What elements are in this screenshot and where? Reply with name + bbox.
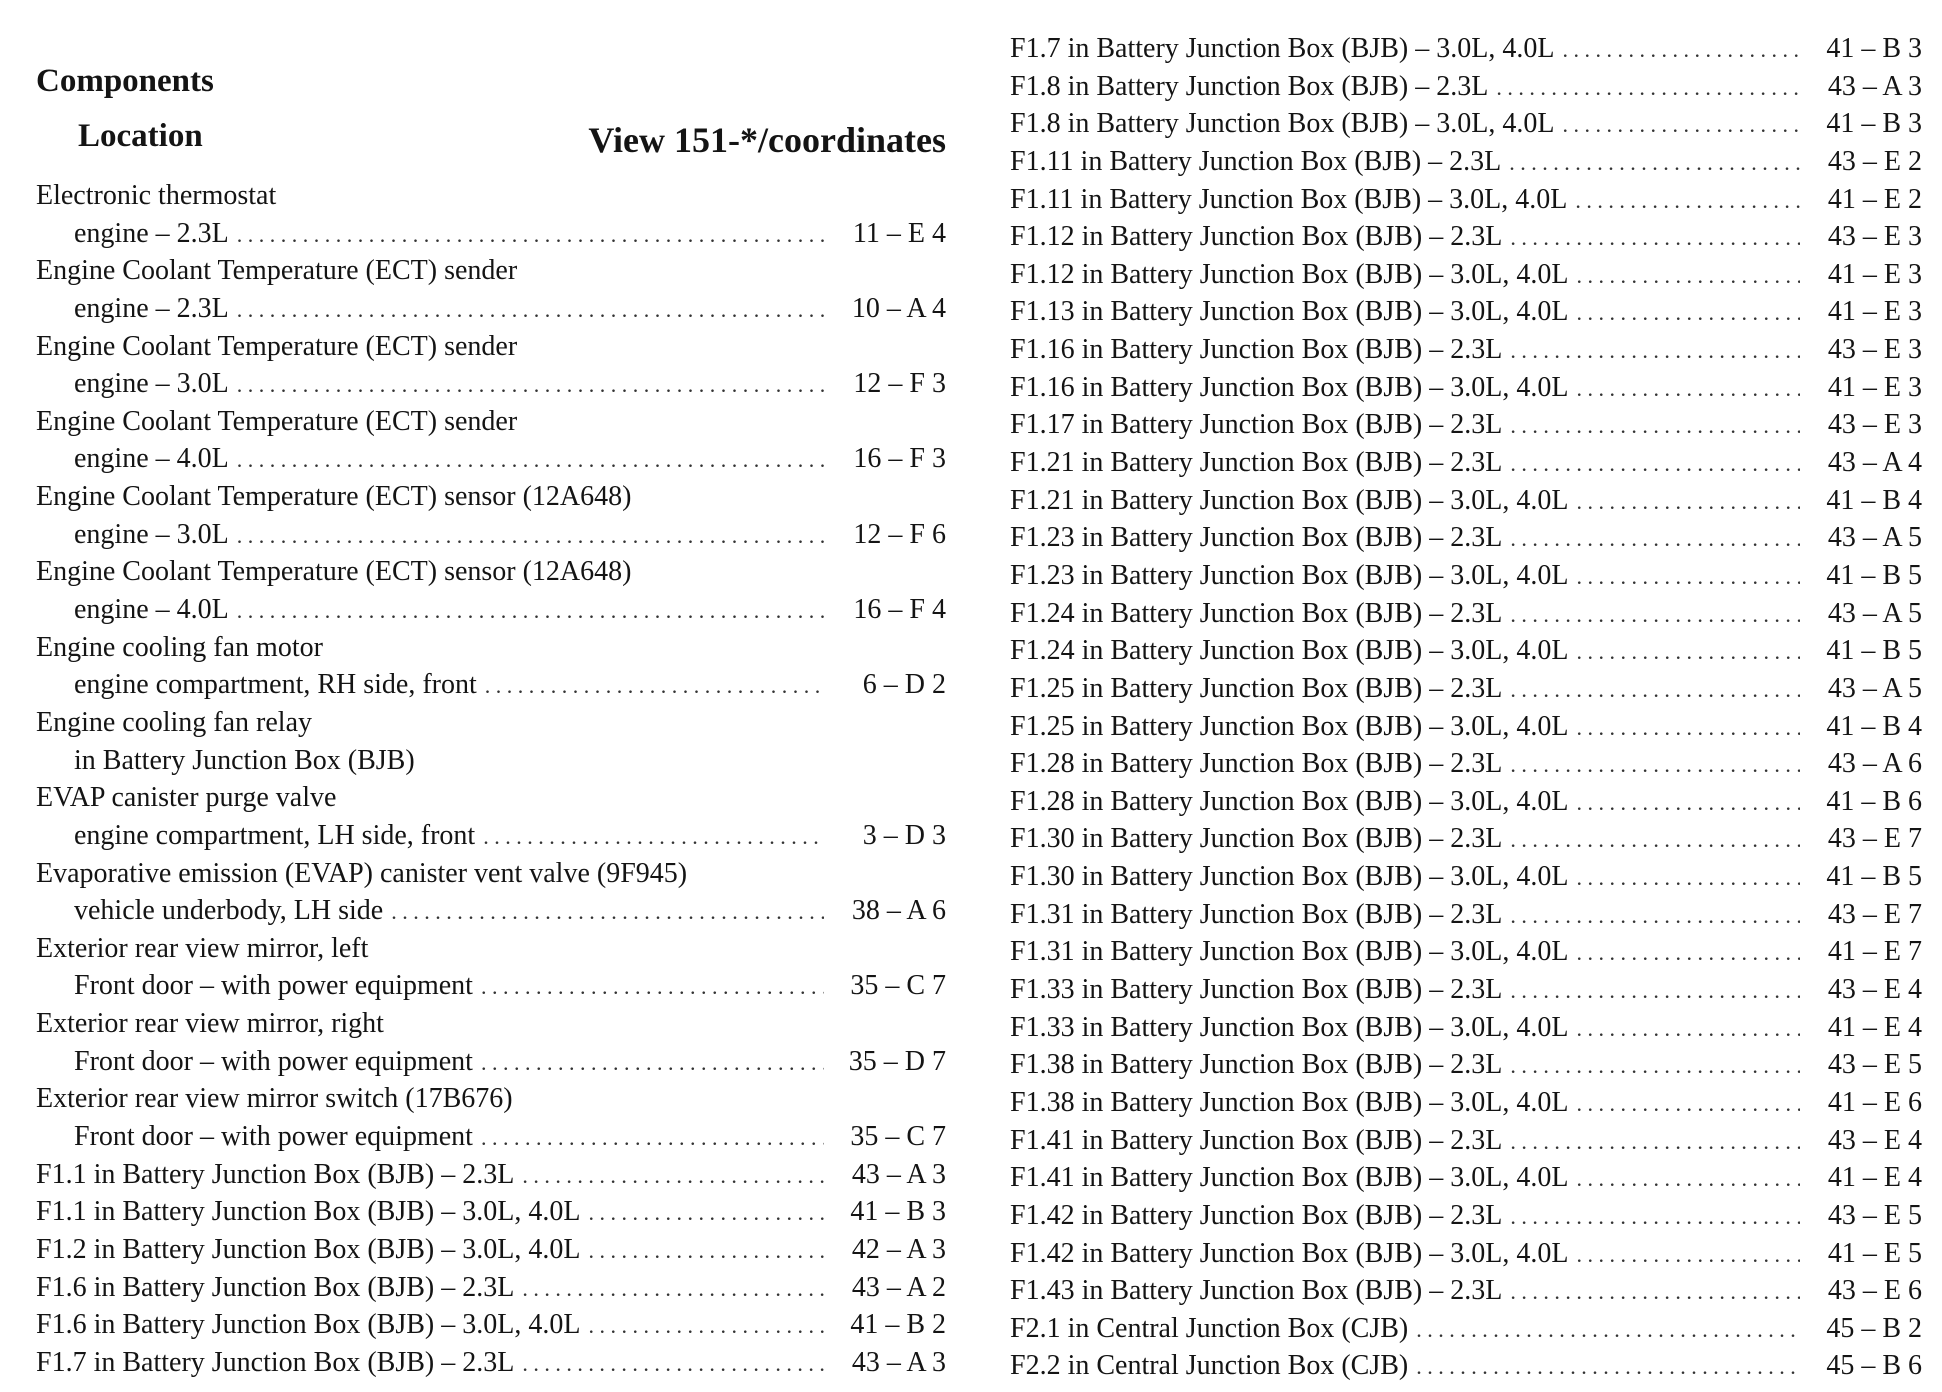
view-coordinate: 41 – E 3	[1827, 296, 1922, 328]
view-coordinate: 43 – A 5	[1827, 597, 1922, 629]
component-location-row	[36, 215, 946, 253]
view-coordinate: 41 – B 3	[1826, 33, 1922, 64]
view-coordinate: 43 – E 4	[1827, 1124, 1922, 1156]
dot-leader	[588, 1306, 824, 1345]
component-text: F1.28 in Battery Junction Box (BJB) – 3.0L, 4.0L	[1010, 785, 1569, 817]
dot-leader	[1576, 482, 1800, 521]
component-text: F1.21 in Battery Junction Box (BJB) – 2.3L	[1010, 447, 1503, 479]
dot-leader	[1576, 1009, 1800, 1048]
component-row	[1010, 218, 1922, 256]
component-text: vehicle underbody, LH side	[74, 895, 384, 927]
component-row	[36, 1306, 946, 1344]
view-coordinate: 10 – A 4	[851, 292, 946, 324]
dot-leader	[1576, 369, 1800, 408]
component-text: engine – 2.3L	[74, 292, 229, 324]
view-coordinate: 42 – A 3	[851, 1233, 946, 1265]
view-coordinate: 41 – B 5	[1826, 559, 1922, 591]
component-text: engine compartment, LH side, front	[74, 819, 476, 851]
component-text: engine compartment, RH side, front	[74, 669, 477, 701]
component-row	[1010, 1272, 1922, 1310]
view-coordinate: 35 – D 7	[848, 1045, 946, 1077]
component-row	[1010, 1009, 1922, 1047]
component-row	[36, 553, 946, 591]
dot-leader	[1510, 218, 1800, 257]
view-coordinate: 11 – E 4	[852, 217, 946, 249]
dot-leader	[1510, 444, 1800, 483]
dot-leader	[522, 1156, 824, 1195]
component-text: F1.38 in Battery Junction Box (BJB) – 2.3L	[1010, 1049, 1503, 1081]
view-coordinate: 43 – A 4	[1827, 447, 1922, 479]
dot-leader	[1510, 519, 1800, 558]
dot-leader	[483, 817, 824, 856]
component-text: F1.42 in Battery Junction Box (BJB) – 2.3L	[1010, 1199, 1503, 1231]
dot-leader	[485, 666, 824, 705]
dot-leader	[1575, 181, 1800, 220]
view-coordinate: 41 – B 4	[1826, 484, 1922, 516]
component-row	[1010, 933, 1922, 971]
view-coordinate: 35 – C 7	[850, 1121, 946, 1153]
component-text: F1.42 in Battery Junction Box (BJB) – 3.0L, 4.0L	[1010, 1237, 1569, 1269]
component-text: engine – 2.3L	[74, 217, 229, 249]
view-coordinate: 43 – E 3	[1827, 334, 1922, 366]
view-coordinate: 41 – E 6	[1827, 1086, 1922, 1118]
component-row	[1010, 670, 1922, 708]
component-row	[1010, 557, 1922, 595]
view-coordinate: 12 – F 3	[853, 368, 946, 400]
view-coordinate: 43 – E 3	[1827, 221, 1922, 253]
component-text: Front door – with power equipment	[74, 1045, 473, 1077]
component-row	[36, 779, 946, 817]
component-row	[1010, 105, 1922, 143]
component-text: F1.2 in Battery Junction Box (BJB) – 3.0L, 4.0L	[36, 1233, 581, 1265]
component-row	[36, 478, 946, 516]
component-row	[36, 704, 946, 742]
component-text: F1.13 in Battery Junction Box (BJB) – 3.0L, 4.0L	[1010, 296, 1569, 328]
view-coordinate: 41 – B 2	[850, 1309, 946, 1341]
component-row	[1010, 971, 1922, 1009]
component-text: F1.24 in Battery Junction Box (BJB) – 2.3L	[1010, 597, 1503, 629]
component-text: engine – 3.0L	[74, 368, 229, 400]
view-coordinate: 41 – E 4	[1827, 1162, 1922, 1194]
component-text: F1.11 in Battery Junction Box (BJB) – 2.3L	[1010, 145, 1502, 177]
component-row	[1010, 1046, 1922, 1084]
component-location-row	[36, 290, 946, 328]
view-coordinate: 43 – E 5	[1827, 1049, 1922, 1081]
dot-leader	[1510, 670, 1800, 709]
component-row	[36, 177, 946, 215]
component-location-row	[36, 967, 946, 1005]
dot-leader	[1510, 820, 1800, 859]
component-row	[1010, 30, 1922, 68]
view-coordinate: 41 – B 5	[1826, 635, 1922, 667]
component-row	[1010, 256, 1922, 294]
dot-leader	[1576, 783, 1800, 822]
dot-leader	[1510, 1272, 1800, 1311]
dot-leader	[1510, 1197, 1800, 1236]
component-row	[1010, 632, 1922, 670]
component-text: Engine Coolant Temperature (ECT) sensor (12A648)	[36, 556, 632, 588]
view-coordinate: 43 – E 7	[1827, 898, 1922, 930]
view-coordinates-column-header: View 151-*/coordinates	[588, 120, 946, 160]
component-location-row	[36, 742, 946, 780]
component-text: F1.38 in Battery Junction Box (BJB) – 3.0L, 4.0L	[1010, 1086, 1569, 1118]
component-text: F2.1 in Central Junction Box (CJB)	[1010, 1312, 1409, 1344]
component-text: F1.41 in Battery Junction Box (BJB) – 3.0L, 4.0L	[1010, 1162, 1569, 1194]
component-location-row	[36, 440, 946, 478]
dot-leader	[1510, 406, 1800, 445]
component-location-row	[36, 666, 946, 704]
dot-leader	[1576, 557, 1800, 596]
component-text: F1.8 in Battery Junction Box (BJB) – 3.0L, 4.0L	[1010, 108, 1555, 140]
component-text: EVAP canister purge valve	[36, 782, 337, 814]
component-row	[36, 1269, 946, 1307]
dot-leader	[237, 290, 824, 329]
component-text: F1.30 in Battery Junction Box (BJB) – 3.0L, 4.0L	[1010, 861, 1569, 893]
dot-leader	[522, 1344, 824, 1383]
view-coordinate: 41 – E 7	[1827, 936, 1922, 968]
component-row	[1010, 369, 1922, 407]
component-text: engine – 3.0L	[74, 518, 229, 550]
view-coordinate: 38 – A 6	[851, 895, 946, 927]
view-coordinate: 43 – E 7	[1827, 823, 1922, 855]
dot-leader	[1510, 1122, 1800, 1161]
dot-leader	[481, 1118, 824, 1157]
component-row	[36, 930, 946, 968]
component-location-row	[36, 591, 946, 629]
component-location-row	[36, 516, 946, 554]
dot-leader	[1510, 745, 1800, 784]
component-row	[1010, 1159, 1922, 1197]
dot-leader	[1576, 933, 1800, 972]
view-coordinate: 41 – B 4	[1826, 710, 1922, 742]
component-text: Engine Coolant Temperature (ECT) sensor (12A648)	[36, 481, 632, 513]
component-row	[1010, 1347, 1922, 1385]
component-text: F1.24 in Battery Junction Box (BJB) – 3.0L, 4.0L	[1010, 635, 1569, 667]
dot-leader	[1496, 68, 1800, 107]
component-text: F1.7 in Battery Junction Box (BJB) – 2.3L	[36, 1346, 515, 1378]
component-row	[36, 1231, 946, 1269]
component-text: F1.43 in Battery Junction Box (BJB) – 2.3L	[1010, 1275, 1503, 1307]
dot-leader	[1510, 1046, 1800, 1085]
component-row	[1010, 820, 1922, 858]
component-location-row	[36, 1043, 946, 1081]
component-text: F1.16 in Battery Junction Box (BJB) – 3.0L, 4.0L	[1010, 371, 1569, 403]
dot-leader	[1576, 1235, 1800, 1274]
component-text: F1.12 in Battery Junction Box (BJB) – 2.3L	[1010, 221, 1503, 253]
component-text: engine – 4.0L	[74, 443, 229, 475]
view-coordinate: 43 – E 5	[1827, 1199, 1922, 1231]
component-row	[36, 1344, 946, 1382]
view-coordinate: 43 – A 2	[851, 1271, 946, 1303]
view-coordinate: 43 – E 4	[1827, 974, 1922, 1006]
component-text: F1.31 in Battery Junction Box (BJB) – 3.0L, 4.0L	[1010, 936, 1569, 968]
view-coordinate: 45 – B 6	[1826, 1350, 1922, 1382]
component-text: in Battery Junction Box (BJB)	[74, 744, 415, 776]
component-text: Front door – with power equipment	[74, 1121, 473, 1153]
component-text: F1.25 in Battery Junction Box (BJB) – 3.0L, 4.0L	[1010, 710, 1569, 742]
component-text: F1.8 in Battery Junction Box (BJB) – 2.3L	[1010, 70, 1489, 102]
view-coordinate: 43 – A 5	[1827, 522, 1922, 554]
dot-leader	[1576, 708, 1800, 747]
component-location-row	[36, 892, 946, 930]
view-coordinate: 35 – C 7	[850, 970, 946, 1002]
view-coordinate: 43 – A 6	[1827, 748, 1922, 780]
dot-leader	[522, 1269, 824, 1308]
component-text: engine – 4.0L	[74, 594, 229, 626]
component-text: F1.6 in Battery Junction Box (BJB) – 3.0L, 4.0L	[36, 1309, 581, 1341]
component-text: F1.31 in Battery Junction Box (BJB) – 2.3L	[1010, 898, 1503, 930]
component-row	[1010, 293, 1922, 331]
component-text: F1.11 in Battery Junction Box (BJB) – 3.0L, 4.0L	[1010, 183, 1568, 215]
component-text: F1.6 in Battery Junction Box (BJB) – 2.3L	[36, 1271, 515, 1303]
component-row	[1010, 896, 1922, 934]
component-text: F1.16 in Battery Junction Box (BJB) – 2.3L	[1010, 334, 1503, 366]
view-coordinate: 41 – E 3	[1827, 258, 1922, 290]
view-coordinate: 41 – B 6	[1826, 785, 1922, 817]
component-text: F1.1 in Battery Junction Box (BJB) – 3.0L, 4.0L	[36, 1196, 581, 1228]
component-text: F1.12 in Battery Junction Box (BJB) – 3.0L, 4.0L	[1010, 258, 1569, 290]
component-text: F1.17 in Battery Junction Box (BJB) – 2.3L	[1010, 409, 1503, 441]
right-component-list	[1010, 30, 1922, 1385]
dot-leader	[1510, 595, 1800, 634]
component-row	[1010, 1084, 1922, 1122]
component-row	[1010, 68, 1922, 106]
component-row	[1010, 331, 1922, 369]
dot-leader	[237, 215, 824, 254]
view-coordinate: 16 – F 3	[853, 443, 946, 475]
dot-leader	[1416, 1347, 1800, 1386]
component-text: F1.7 in Battery Junction Box (BJB) – 3.0L, 4.0L	[1010, 33, 1555, 64]
component-row	[1010, 519, 1922, 557]
component-text: Engine cooling fan motor	[36, 631, 323, 663]
component-text: Electronic thermostat	[36, 180, 277, 211]
component-row	[36, 1193, 946, 1231]
component-text: Evaporative emission (EVAP) canister vent valve (9F945)	[36, 857, 688, 889]
component-text: F1.41 in Battery Junction Box (BJB) – 2.3L	[1010, 1124, 1503, 1156]
view-coordinate: 6 – D 2	[862, 669, 946, 701]
dot-leader	[481, 967, 824, 1006]
component-row	[1010, 482, 1922, 520]
component-text: F2.2 in Central Junction Box (CJB)	[1010, 1350, 1409, 1382]
dot-leader	[588, 1231, 824, 1270]
view-coordinate: 43 – A 3	[851, 1158, 946, 1190]
component-row	[1010, 406, 1922, 444]
component-row	[1010, 143, 1922, 181]
component-row	[1010, 181, 1922, 219]
dot-leader	[237, 591, 824, 630]
view-coordinate: 43 – E 2	[1827, 145, 1922, 177]
component-row	[36, 1005, 946, 1043]
dot-leader	[1510, 331, 1800, 370]
component-row	[36, 629, 946, 667]
component-text: F1.23 in Battery Junction Box (BJB) – 2.3L	[1010, 522, 1503, 554]
component-location-row	[36, 817, 946, 855]
dot-leader	[1562, 30, 1800, 69]
component-text: Engine Coolant Temperature (ECT) sender	[36, 330, 518, 362]
component-location-row	[36, 1118, 946, 1156]
dot-leader	[1576, 256, 1800, 295]
component-row	[1010, 1310, 1922, 1348]
dot-leader	[237, 440, 824, 479]
component-row	[1010, 745, 1922, 783]
component-location-row	[36, 365, 946, 403]
dot-leader	[1576, 1159, 1800, 1198]
component-text: F1.28 in Battery Junction Box (BJB) – 2.3L	[1010, 748, 1503, 780]
component-row	[1010, 595, 1922, 633]
component-row	[1010, 1235, 1922, 1273]
view-coordinate: 41 – E 4	[1827, 1011, 1922, 1043]
dot-leader	[1416, 1310, 1800, 1349]
component-text: Engine Coolant Temperature (ECT) sender	[36, 255, 518, 287]
location-column-header: Location	[78, 118, 203, 154]
component-row	[36, 252, 946, 290]
view-coordinate: 43 – E 6	[1827, 1275, 1922, 1307]
dot-leader	[391, 892, 824, 931]
component-text: F1.21 in Battery Junction Box (BJB) – 3.0L, 4.0L	[1010, 484, 1569, 516]
dot-leader	[1576, 293, 1800, 332]
view-coordinate: 43 – A 5	[1827, 672, 1922, 704]
view-coordinate: 16 – F 4	[853, 594, 946, 626]
component-text: F1.33 in Battery Junction Box (BJB) – 2.3L	[1010, 974, 1503, 1006]
component-row	[36, 403, 946, 441]
dot-leader	[1509, 143, 1800, 182]
dot-leader	[1510, 896, 1800, 935]
component-text: Engine cooling fan relay	[36, 706, 313, 738]
dot-leader	[1576, 632, 1800, 671]
component-text: Exterior rear view mirror, right	[36, 1008, 384, 1040]
dot-leader	[588, 1193, 824, 1232]
component-text: Front door – with power equipment	[74, 970, 473, 1002]
view-coordinate: 43 – E 3	[1827, 409, 1922, 441]
component-text: Exterior rear view mirror, left	[36, 932, 369, 964]
dot-leader	[481, 1043, 824, 1082]
view-coordinate: 43 – A 3	[851, 1346, 946, 1378]
view-coordinate: 43 – A 3	[1827, 70, 1922, 102]
component-row	[36, 328, 946, 366]
view-coordinate: 41 – E 2	[1827, 183, 1922, 215]
view-coordinate: 41 – E 3	[1827, 371, 1922, 403]
view-coordinate: 3 – D 3	[862, 819, 946, 851]
component-row	[1010, 1122, 1922, 1160]
left-component-list	[36, 177, 946, 1382]
view-coordinate: 41 – B 3	[850, 1196, 946, 1228]
view-coordinate: 45 – B 2	[1826, 1312, 1922, 1344]
view-coordinate: 41 – B 3	[1826, 108, 1922, 140]
section-title: Components	[36, 63, 214, 99]
component-row	[1010, 1197, 1922, 1235]
dot-leader	[1576, 1084, 1800, 1123]
dot-leader	[1576, 858, 1800, 897]
component-row	[1010, 444, 1922, 482]
dot-leader	[237, 516, 824, 555]
component-text: F1.33 in Battery Junction Box (BJB) – 3.0L, 4.0L	[1010, 1011, 1569, 1043]
component-text: F1.25 in Battery Junction Box (BJB) – 2.3L	[1010, 672, 1503, 704]
component-row	[1010, 708, 1922, 746]
component-row	[1010, 858, 1922, 896]
view-coordinate: 12 – F 6	[853, 518, 946, 550]
component-row	[36, 1080, 946, 1118]
component-row	[1010, 783, 1922, 821]
view-coordinate: 41 – B 5	[1826, 861, 1922, 893]
dot-leader	[1562, 105, 1800, 144]
component-row	[36, 855, 946, 893]
component-text: F1.23 in Battery Junction Box (BJB) – 3.0L, 4.0L	[1010, 559, 1569, 591]
component-text: F1.30 in Battery Junction Box (BJB) – 2.3L	[1010, 823, 1503, 855]
component-text: Exterior rear view mirror switch (17B676)	[36, 1083, 513, 1115]
view-coordinate: 41 – E 5	[1827, 1237, 1922, 1269]
component-text: F1.1 in Battery Junction Box (BJB) – 2.3L	[36, 1158, 515, 1190]
component-text: Engine Coolant Temperature (ECT) sender	[36, 405, 518, 437]
component-row	[36, 1156, 946, 1194]
dot-leader	[1510, 971, 1800, 1010]
dot-leader	[237, 365, 824, 404]
